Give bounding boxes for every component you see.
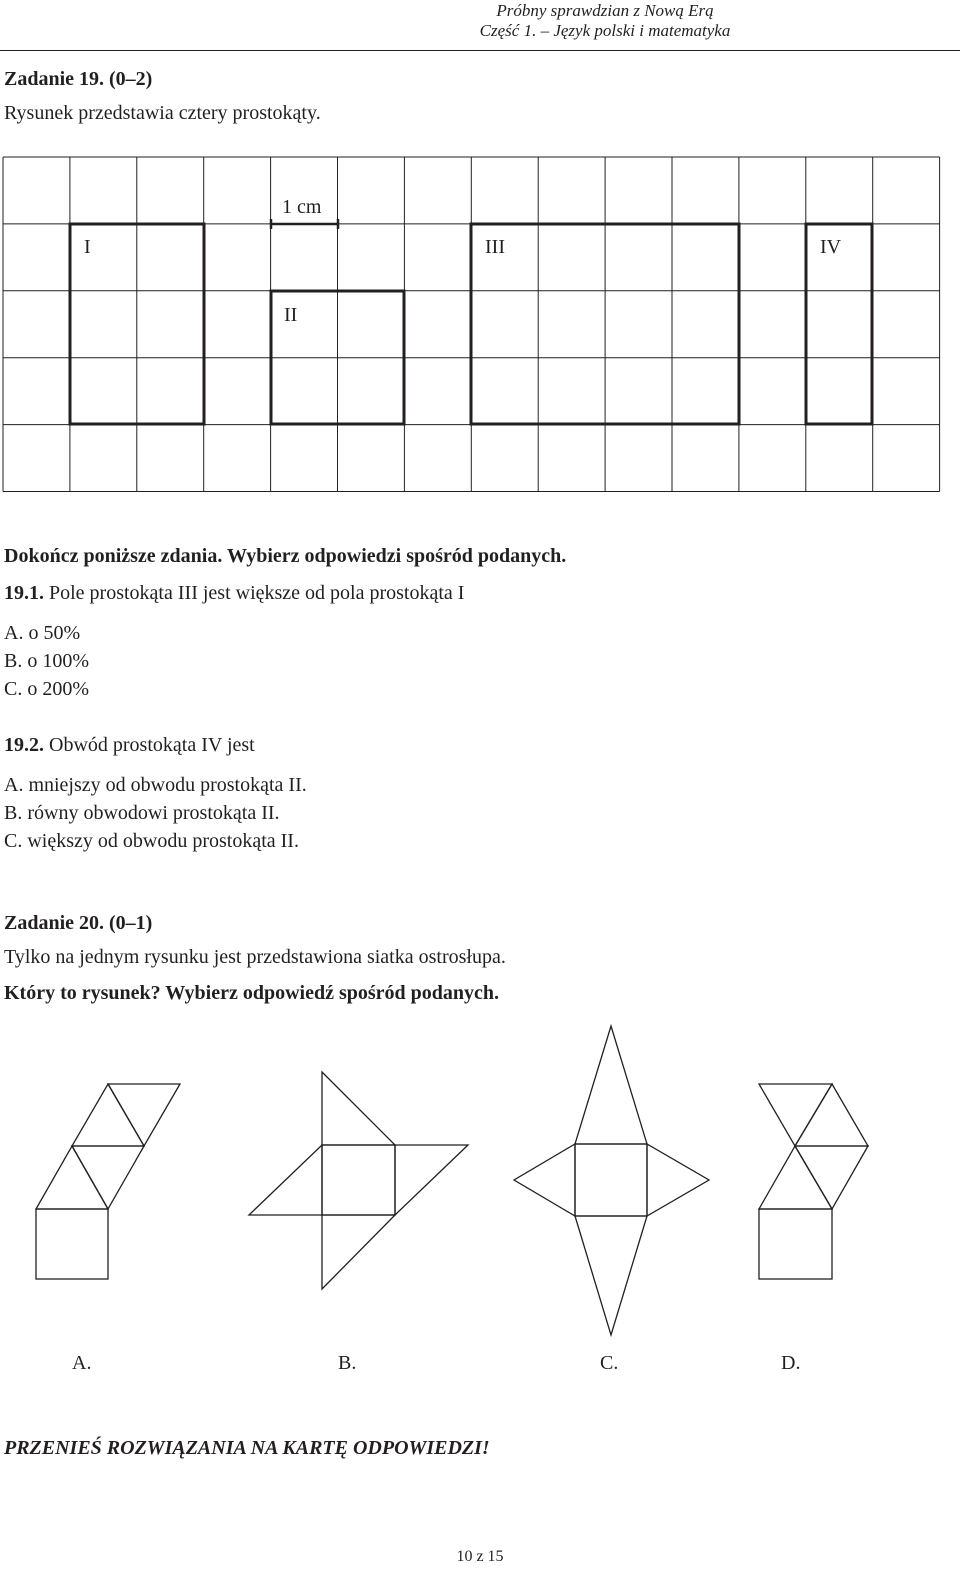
task19-title: Zadanie 19. (0–2): [4, 68, 153, 90]
question-19-1: [4, 582, 464, 605]
task20-text: Tylko na jednym rysunku jest przedstawiona siatka ostrosłupa.: [4, 946, 506, 968]
net-D: [759, 1084, 868, 1279]
net-B: [249, 1072, 468, 1289]
rect-label-I: I: [84, 236, 91, 258]
figure-label-C: C.: [600, 1352, 619, 1374]
net-C: [514, 1026, 709, 1335]
q2-option-b: B. równy obwodowi prostokąta II.: [4, 802, 280, 824]
question-19-2-text: Obwód prostokąta IV jest: [44, 734, 255, 756]
rect-label-II: II: [284, 304, 298, 326]
figure-label-D: D.: [781, 1352, 801, 1374]
question-19-1-text: Pole prostokąta III jest większe od pola prostokąta I: [44, 582, 465, 604]
rect-label-IV: IV: [820, 236, 842, 258]
q1-option-a: A. o 50%: [4, 622, 81, 644]
question-19-1-number: 19.1.: [4, 582, 44, 604]
header-line-1: Próbny sprawdzian z Nową Erą: [496, 1, 714, 20]
figure-label-B: B.: [338, 1352, 357, 1374]
task19-intro: Rysunek przedstawia cztery prostokąty.: [4, 102, 321, 124]
net-A: [36, 1084, 180, 1279]
question-19-2: [4, 734, 255, 757]
page-number: 10 z 15: [456, 1548, 504, 1565]
task20-title: Zadanie 20. (0–1): [4, 912, 153, 934]
header-line-2: Część 1. – Język polski i matematyka: [479, 21, 731, 40]
figure-label-A: A.: [72, 1352, 92, 1374]
transfer-note: PRZENIEŚ ROZWIĄZANIA NA KARTĘ ODPOWIEDZI!: [4, 1437, 490, 1459]
q2-option-a: A. mniejszy od obwodu prostokąta II.: [4, 774, 307, 796]
task20-question: Który to rysunek? Wybierz odpowiedź spośród podanych.: [4, 982, 500, 1004]
unit-marker: [271, 219, 338, 229]
question-19-2-number: 19.2.: [4, 734, 44, 756]
unit-label: 1 cm: [282, 196, 322, 218]
q1-option-c: C. o 200%: [4, 678, 89, 700]
task19-instruction: Dokończ poniższe zdania. Wybierz odpowiedzi spośród podanych.: [4, 545, 567, 567]
q1-option-b: B. o 100%: [4, 650, 89, 672]
rect-label-III: III: [485, 236, 505, 258]
q2-option-c: C. większy od obwodu prostokąta II.: [4, 830, 299, 852]
